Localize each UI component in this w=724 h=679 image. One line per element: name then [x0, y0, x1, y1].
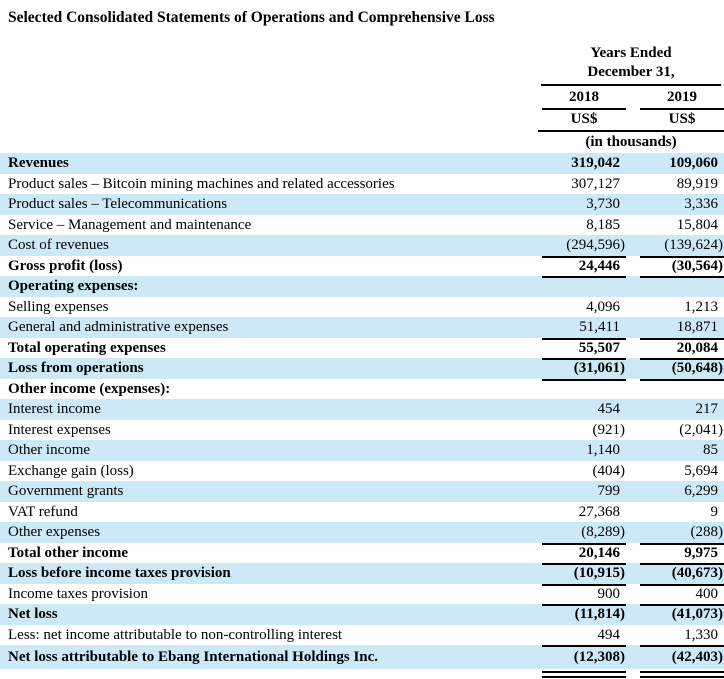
- col-header-2019: 2019: [640, 86, 724, 110]
- currency-header-row: [538, 108, 724, 132]
- row-label: Gross profit (loss): [8, 257, 123, 274]
- amount-2018: 20,146: [542, 543, 626, 566]
- amount-cell: [638, 153, 724, 174]
- amount-2018: (11,814): [574, 606, 625, 622]
- column-gap: [626, 379, 638, 400]
- row-label: Product sales – Telecommunications: [8, 196, 228, 212]
- amount-cell: [638, 276, 724, 297]
- amount-2018: 319,042: [571, 155, 620, 171]
- column-gap: [626, 215, 638, 236]
- amount-2019: 85: [703, 442, 718, 458]
- currency-label-2019: US$: [668, 111, 696, 127]
- statement-table: [0, 153, 724, 679]
- amount-cell: [638, 481, 724, 502]
- amount-2019: 109,060: [669, 155, 718, 171]
- amount-cell: [638, 645, 724, 669]
- amount-cell: [638, 399, 724, 420]
- column-gap: [626, 563, 638, 584]
- table-row: [0, 440, 724, 461]
- amount-2018: (8,289): [542, 522, 626, 545]
- double-rule-row: [0, 669, 724, 679]
- amount-2019: (139,624): [640, 235, 724, 258]
- amount-cell: [538, 235, 626, 256]
- column-gap: [626, 174, 638, 195]
- column-gap: [626, 153, 638, 174]
- table-row: [0, 276, 724, 297]
- amount-cell: [638, 194, 724, 215]
- amount-2019: 9: [710, 503, 718, 520]
- amount-cell: [638, 604, 724, 625]
- amount-cell: [638, 215, 724, 236]
- amount-cell: [638, 379, 724, 400]
- amount-cell: [538, 358, 626, 379]
- row-label: Selling expenses: [8, 298, 109, 315]
- amount-2018: (10,915): [542, 563, 626, 586]
- row-label: Other income (expenses):: [8, 380, 171, 397]
- amount-cell: [638, 502, 724, 523]
- column-gap: [626, 502, 638, 523]
- units-note: (in thousands): [585, 134, 677, 150]
- table-row: [0, 215, 724, 236]
- amount-cell: [538, 584, 626, 605]
- column-gap: [626, 297, 638, 318]
- amount-cell: [538, 645, 626, 669]
- amount-2018: 799: [597, 483, 620, 499]
- amount-cell: [638, 174, 724, 195]
- row-label: Service – Management and maintenance: [8, 216, 252, 233]
- table-row: [0, 481, 724, 502]
- column-gap: [626, 420, 638, 441]
- column-gap: [626, 399, 638, 420]
- period-end-date-label: December 31,: [587, 64, 675, 80]
- amount-cell: [638, 420, 724, 441]
- amount-2019: 15,804: [676, 216, 718, 233]
- table-row: [0, 502, 724, 523]
- amount-cell: [538, 440, 626, 461]
- row-label: Less: net income attributable to non-controlling interest: [8, 626, 343, 643]
- amount-2019: 20,084: [640, 338, 724, 361]
- amount-2019: (50,648): [640, 358, 724, 381]
- amount-cell: [538, 399, 626, 420]
- amount-2018: (404): [592, 462, 625, 479]
- column-gap: [626, 604, 638, 625]
- amount-cell: [538, 297, 626, 318]
- row-label: Total other income: [8, 544, 128, 561]
- amount-2018: (31,061): [542, 358, 626, 381]
- row-label: General and administrative expenses: [8, 319, 229, 335]
- table-row: [0, 563, 724, 584]
- column-gap: [626, 317, 638, 338]
- amount-cell: [638, 543, 724, 564]
- amount-cell: [638, 563, 724, 584]
- amount-cell: [538, 625, 626, 646]
- page-title: Selected Consolidated Statements of Operations and Comprehensive Loss: [8, 9, 495, 26]
- table-row: [0, 297, 724, 318]
- table-row: [0, 399, 724, 420]
- amount-cell: [538, 174, 626, 195]
- amount-cell: [538, 563, 626, 584]
- amount-cell: [638, 235, 724, 256]
- amount-2019: (41,073): [671, 606, 723, 622]
- column-gap: [626, 108, 638, 130]
- amount-cell: [538, 502, 626, 523]
- amount-cell: [638, 358, 724, 379]
- table-row: [0, 235, 724, 256]
- table-row: [0, 420, 724, 441]
- column-gap: [626, 86, 638, 108]
- column-gap: [626, 256, 638, 277]
- amount-cell: [538, 215, 626, 236]
- amount-cell: [638, 584, 724, 605]
- amount-cell: [538, 420, 626, 441]
- amount-cell: [638, 440, 724, 461]
- amount-2018: 454: [597, 401, 620, 417]
- column-gap: [626, 481, 638, 502]
- amount-cell: [638, 297, 724, 318]
- amount-2019: 400: [640, 584, 724, 607]
- amount-2018: 51,411: [542, 317, 626, 340]
- amount-2019: (42,403): [671, 649, 723, 665]
- amount-cell: [538, 317, 626, 338]
- amount-cell: [638, 256, 724, 277]
- amount-2018: 1,140: [586, 442, 620, 458]
- table-row: [0, 543, 724, 564]
- amount-2019: 217: [695, 401, 718, 417]
- amount-cell: [538, 379, 626, 400]
- row-label: [0, 669, 538, 679]
- row-label: Loss before income taxes provision: [8, 565, 231, 581]
- amount-cell: [538, 194, 626, 215]
- table-row: [0, 194, 724, 215]
- column-gap: [626, 440, 638, 461]
- row-label: Product sales – Bitcoin mining machines and related accessories: [8, 175, 395, 192]
- row-label: Operating expenses:: [8, 278, 139, 294]
- amount-cell: [538, 461, 626, 482]
- amount-cell: [638, 625, 724, 646]
- amount-2018: 24,446: [542, 256, 626, 279]
- table-row: [0, 358, 724, 379]
- amount-cell: [538, 256, 626, 277]
- row-label: Income taxes provision: [8, 585, 148, 602]
- amount-2018: 3,730: [586, 196, 620, 212]
- column-gap: [626, 584, 638, 605]
- table-row: [0, 338, 724, 359]
- currency-2018-cell: [538, 108, 626, 130]
- amount-2019: 3,336: [684, 196, 718, 212]
- year-2018-cell: [538, 86, 626, 108]
- amount-2018: 4,096: [586, 298, 620, 315]
- amount-2018: (12,308): [573, 649, 625, 665]
- amount-cell: [538, 522, 626, 543]
- amount-2019: 9,975: [640, 543, 724, 566]
- row-label: Net loss attributable to Ebang International Holdings Inc.: [8, 649, 379, 665]
- column-gap: [626, 358, 638, 379]
- period-header: [541, 44, 721, 86]
- amount-2018: 494: [542, 625, 626, 648]
- row-label: Net loss: [8, 606, 58, 622]
- row-label: Revenues: [8, 155, 69, 171]
- amount-2019: (288): [640, 522, 724, 545]
- amount-2019: 6,299: [684, 483, 718, 499]
- column-gap: [626, 645, 638, 669]
- amount-cell: [538, 276, 626, 297]
- row-label: Other income: [8, 442, 91, 458]
- column-gap: [626, 543, 638, 564]
- table-row: [0, 153, 724, 174]
- amount-cell: [638, 338, 724, 359]
- column-gap: [626, 276, 638, 297]
- table-row: [0, 584, 724, 605]
- amount-2018: (921): [592, 421, 625, 438]
- table-row: [0, 174, 724, 195]
- amount-cell: [638, 317, 724, 338]
- amount-2018: 55,507: [542, 338, 626, 361]
- amount-2019: 5,694: [684, 462, 718, 479]
- amount-2018: 307,127: [571, 175, 620, 192]
- amount-2019: 1,330: [640, 625, 724, 648]
- row-label: Government grants: [8, 483, 124, 499]
- years-ended-label: Years Ended: [590, 45, 672, 61]
- amount-cell: [638, 669, 724, 679]
- currency-2019-cell: [638, 108, 724, 130]
- amount-2019: (2,041): [679, 421, 723, 438]
- year-2019-cell: [638, 86, 724, 108]
- row-label: Cost of revenues: [8, 237, 109, 253]
- amount-2018: 900: [542, 584, 626, 607]
- table-row: [0, 625, 724, 646]
- column-gap: [626, 625, 638, 646]
- table-row: [0, 604, 724, 625]
- amount-2019: 18,871: [640, 317, 724, 340]
- column-gap: [626, 461, 638, 482]
- row-label: Total operating expenses: [8, 339, 166, 356]
- year-header-row: [538, 86, 724, 108]
- column-gap: [626, 522, 638, 543]
- row-label: Other expenses: [8, 524, 101, 540]
- amount-2019: (30,564): [640, 256, 724, 279]
- row-label: VAT refund: [8, 503, 78, 520]
- column-gap: [626, 338, 638, 359]
- amount-cell: [538, 153, 626, 174]
- currency-label-2018: US$: [570, 111, 598, 127]
- amount-cell: [538, 543, 626, 564]
- table-row: [0, 379, 724, 400]
- row-label: Interest income: [8, 401, 101, 417]
- amount-2018: 8,185: [586, 216, 620, 233]
- amount-2019: 89,919: [676, 175, 718, 192]
- col-header-2018: 2018: [542, 86, 626, 110]
- table-row: [0, 645, 724, 669]
- amount-cell: [538, 481, 626, 502]
- amount-cell: [538, 604, 626, 625]
- row-label: Loss from operations: [8, 360, 144, 376]
- table-column-headers: [0, 44, 724, 153]
- column-gap: [626, 235, 638, 256]
- table-row: [0, 522, 724, 543]
- amount-cell: [638, 461, 724, 482]
- amount-cell: [538, 338, 626, 359]
- table-row: [0, 461, 724, 482]
- row-label: Exchange gain (loss): [8, 462, 134, 479]
- row-label: Interest expenses: [8, 421, 111, 438]
- column-gap: [626, 669, 638, 679]
- amount-2018: (294,596): [542, 235, 626, 258]
- amount-2018: 27,368: [578, 503, 620, 520]
- amount-cell: [538, 669, 626, 679]
- amount-2019: (40,673): [640, 563, 724, 586]
- table-row: [0, 256, 724, 277]
- table-row: [0, 317, 724, 338]
- amount-cell: [638, 522, 724, 543]
- column-header-block: [538, 44, 724, 153]
- column-gap: [626, 194, 638, 215]
- amount-2019: 1,213: [684, 298, 718, 315]
